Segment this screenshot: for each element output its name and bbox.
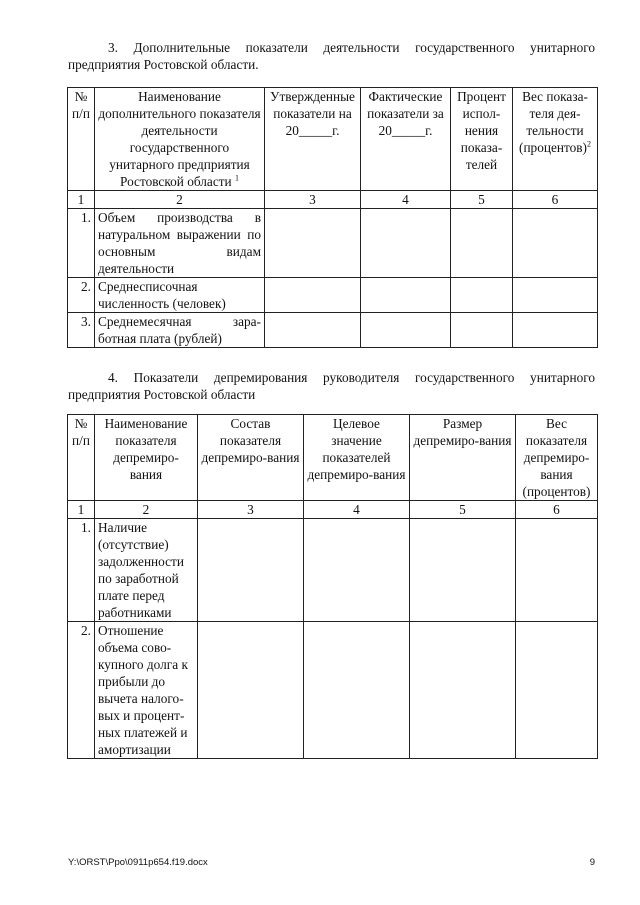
col-number: 3 <box>198 501 304 519</box>
row-num: 1. <box>68 209 95 278</box>
column-numbers-row <box>68 191 598 209</box>
header-composition: Состав показателя депремиро-вания <box>198 415 304 501</box>
row-num: 3. <box>68 313 95 348</box>
footnote-1: 1 <box>234 173 239 183</box>
table-row <box>68 313 598 348</box>
section-4-title: 4. Показатели депремирования руководителя государственного унитарного предприятия Ростовской области <box>68 370 595 402</box>
cell-percent <box>451 278 513 313</box>
footnote-2: 2 <box>586 139 591 149</box>
row-name: Отношение объема сово-купного долга к прибыли до вычета налого-вых и процент-ных платежей и амортизации <box>95 622 198 759</box>
row-name: Объем производства в натуральном выражении по основным видам деятельности <box>95 209 265 278</box>
cell-size <box>410 519 516 622</box>
col-number: 1 <box>68 191 95 209</box>
footer-file-path: Y:\ORST\Ppo\0911p654.f19.docx <box>68 857 208 868</box>
cell-composition <box>198 622 304 759</box>
cell-actual <box>361 278 451 313</box>
cell-percent <box>451 313 513 348</box>
table-row <box>68 209 598 278</box>
header-weight: Вес показателя депремиро-вания (процентов) <box>516 415 598 501</box>
header-num: № п/п <box>68 88 95 191</box>
cell-approved <box>265 278 361 313</box>
table-header-row <box>68 88 598 191</box>
column-numbers-row <box>68 501 598 519</box>
header-approved: Утвержденные показатели на 20_____г. <box>265 88 361 191</box>
row-num: 2. <box>68 278 95 313</box>
col-number: 5 <box>451 191 513 209</box>
additional-indicators-table <box>67 87 598 348</box>
header-indicator-name: Наименование дополнительного показателя деятельности государственного унитарного предприятия Ростовской области $^1$ <box>95 88 265 191</box>
header-size: Размер депремиро-вания <box>410 415 516 501</box>
cell-target <box>304 519 410 622</box>
cell-actual <box>361 209 451 278</box>
cell-approved <box>265 209 361 278</box>
cell-approved <box>265 313 361 348</box>
page-number: 9 <box>589 857 595 868</box>
col-number: 6 <box>516 501 598 519</box>
table-row <box>68 622 598 759</box>
col-number: 2 <box>95 191 265 209</box>
table-row <box>68 519 598 622</box>
cell-target <box>304 622 410 759</box>
cell-composition <box>198 519 304 622</box>
cell-weight <box>513 209 598 278</box>
header-indicator-name: Наименование показателя депремиро-вания <box>95 415 198 501</box>
header-percent: Процент испол-нения показа-телей <box>451 88 513 191</box>
depremium-indicators-table <box>67 414 598 759</box>
row-name: Наличие (отсутствие) задолженности по заработной плате перед работниками <box>95 519 198 622</box>
col-number: 3 <box>265 191 361 209</box>
cell-weight <box>516 622 598 759</box>
cell-percent <box>451 209 513 278</box>
col-number: 1 <box>68 501 95 519</box>
table-row <box>68 278 598 313</box>
table-header-row <box>68 415 598 501</box>
col-number: 5 <box>410 501 516 519</box>
cell-weight <box>513 278 598 313</box>
row-name: Среднесписочная численность (человек) <box>95 278 265 313</box>
header-actual: Фактические показатели за 20_____г. <box>361 88 451 191</box>
col-number: 4 <box>304 501 410 519</box>
row-name: Среднемесячная зара-ботная плата (рублей) <box>95 313 265 348</box>
row-num: 1. <box>68 519 95 622</box>
header-num: № п/п <box>68 415 95 501</box>
col-number: 2 <box>95 501 198 519</box>
header-target: Целевое значение показателей депремиро-вания <box>304 415 410 501</box>
col-number: 4 <box>361 191 451 209</box>
row-num: 2. <box>68 622 95 759</box>
cell-actual <box>361 313 451 348</box>
cell-weight <box>513 313 598 348</box>
col-number: 6 <box>513 191 598 209</box>
header-weight: Вес показа-теля дея-тельности (процентов)$^2$ <box>513 88 598 191</box>
cell-size <box>410 622 516 759</box>
section-3-title: 3. Дополнительные показатели деятельности государственного унитарного предприятия Ростовской области. <box>68 40 595 72</box>
cell-weight <box>516 519 598 622</box>
